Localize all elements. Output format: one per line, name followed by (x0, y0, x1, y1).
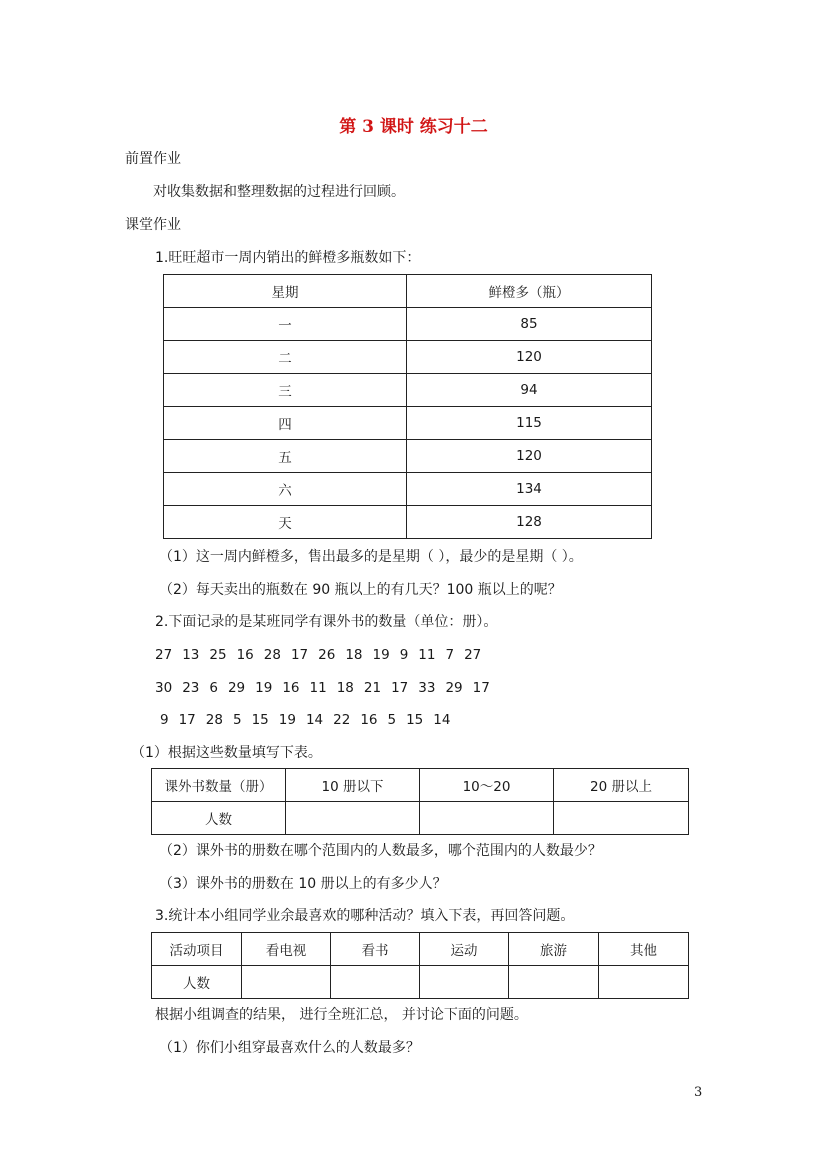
table-header-cell: 活动项目 (152, 933, 242, 966)
number-value: 9 (160, 712, 169, 728)
blank-answer-cell[interactable] (331, 966, 420, 999)
number-value: 15 (251, 712, 269, 728)
number-value: 18 (345, 647, 363, 663)
number-value: 17 (178, 712, 196, 728)
blank-answer-cell[interactable] (420, 802, 554, 835)
table-row (164, 407, 652, 440)
number-value: 16 (360, 712, 378, 728)
number-value: 19 (255, 680, 273, 696)
table-header-cell: 看电视 (242, 933, 331, 966)
table-row (164, 473, 652, 506)
number-value: 27 (464, 647, 482, 663)
page-number: 3 (694, 1085, 703, 1100)
class-homework-heading: 课堂作业 (125, 217, 181, 233)
number-value: 13 (182, 647, 200, 663)
pre-homework-heading: 前置作业 (125, 151, 181, 167)
table-cell: 天 (164, 506, 407, 539)
number-value: 15 (406, 712, 424, 728)
q3-note: 根据小组调查的结果， 进行全班汇总， 并讨论下面的问题。 (155, 1007, 528, 1023)
number-value: 21 (363, 680, 382, 696)
blank-answer-cell[interactable] (242, 966, 331, 999)
table-row (152, 966, 689, 999)
number-value: 5 (387, 712, 397, 728)
table-cell: 三 (164, 374, 407, 407)
number-value: 5 (232, 712, 242, 728)
q3-activity-table (151, 932, 689, 999)
table-header-cell: 20 册以上 (554, 769, 689, 802)
q2-sub3: （3）课外书的册数在 10 册以上的有多少人？ (159, 876, 447, 892)
table-cell: 120 (407, 440, 652, 473)
blank-answer-cell[interactable] (420, 966, 509, 999)
number-value: 14 (305, 712, 324, 728)
table-header-cell: 运动 (420, 933, 509, 966)
q1-sub1: （1）这一周内鲜橙多，售出最多的是星期（ ），最少的是星期（ ）。 (159, 549, 583, 565)
table-cell: 115 (407, 407, 652, 440)
number-value: 27 (155, 647, 173, 663)
table-header-cell: 星期 (164, 275, 407, 308)
q1-sub2: （2）每天卖出的瓶数在 90 瓶以上的有几天？100 瓶以上的呢？ (159, 582, 562, 598)
table-row-label: 人数 (152, 966, 242, 999)
table-row (164, 506, 652, 539)
q3-stem: 3.统计本小组同学业余最喜欢的哪种活动？填入下表，再回答问题。 (155, 908, 575, 924)
number-value: 9 (399, 647, 409, 663)
table-cell: 134 (407, 473, 652, 506)
number-value: 14 (433, 712, 451, 728)
table-header-row (152, 933, 689, 966)
table-cell: 四 (164, 407, 407, 440)
table-header-cell: 10 册以下 (286, 769, 420, 802)
number-value: 16 (236, 647, 254, 663)
table-header-cell: 其他 (599, 933, 689, 966)
number-value: 26 (318, 647, 336, 663)
number-value: 25 (209, 647, 227, 663)
table-row (164, 374, 652, 407)
number-value: 19 (278, 712, 296, 728)
q2-sub2: （2）课外书的册数在哪个范围内的人数最多，哪个范围内的人数最少？ (159, 843, 602, 859)
number-value: 17 (472, 680, 490, 696)
table-cell: 94 (407, 374, 652, 407)
number-value: 18 (336, 680, 354, 696)
number-value: 11 (309, 680, 327, 696)
number-value: 30 (155, 680, 173, 696)
q1-sales-table (163, 274, 652, 539)
table-header-row (152, 769, 689, 802)
table-cell: 85 (407, 308, 652, 341)
table-row (152, 802, 689, 835)
table-header-row (164, 275, 652, 308)
table-cell: 120 (407, 341, 652, 374)
table-cell: 六 (164, 473, 407, 506)
number-value: 29 (227, 680, 246, 696)
number-value: 33 (418, 680, 436, 696)
number-value: 17 (290, 647, 309, 663)
number-value: 16 (282, 680, 300, 696)
table-header-cell: 课外书数量（册） (152, 769, 286, 802)
number-value: 29 (445, 680, 463, 696)
q2-number-row-3 (160, 711, 460, 729)
number-value: 23 (182, 680, 200, 696)
number-value: 11 (418, 647, 436, 663)
table-cell: 128 (407, 506, 652, 539)
table-header-cell: 旅游 (509, 933, 599, 966)
number-value: 22 (333, 712, 351, 728)
page-title: 第 3 课时 练习十二 (339, 117, 488, 137)
q3-sub1: （1）你们小组穿最喜欢什么的人数最多？ (159, 1040, 420, 1056)
table-cell: 五 (164, 440, 407, 473)
q1-stem: 1.旺旺超市一周内销出的鲜橙多瓶数如下： (155, 250, 421, 266)
blank-answer-cell[interactable] (554, 802, 689, 835)
q2-books-table (151, 768, 689, 835)
table-header-cell: 鲜橙多（瓶） (407, 275, 652, 308)
table-cell: 二 (164, 341, 407, 374)
table-header-cell: 看书 (331, 933, 420, 966)
blank-answer-cell[interactable] (599, 966, 689, 999)
number-value: 28 (263, 647, 281, 663)
table-row (164, 341, 652, 374)
number-value: 17 (391, 680, 409, 696)
q2-stem: 2.下面记录的是某班同学有课外书的数量（单位：册）。 (155, 614, 498, 630)
blank-answer-cell[interactable] (286, 802, 420, 835)
table-row (164, 308, 652, 341)
q2-sub1: （1）根据这些数量填写下表。 (131, 745, 322, 761)
table-cell: 一 (164, 308, 407, 341)
number-value: 28 (205, 712, 223, 728)
blank-answer-cell[interactable] (509, 966, 599, 999)
number-value: 6 (209, 680, 218, 696)
q2-number-row-1 (155, 646, 491, 664)
table-header-cell: 10～20 (420, 769, 554, 802)
table-row-label: 人数 (152, 802, 286, 835)
table-row (164, 440, 652, 473)
pre-homework-text: 对收集数据和整理数据的过程进行回顾。 (153, 184, 405, 200)
number-value: 7 (445, 647, 455, 663)
number-value: 19 (372, 647, 390, 663)
q2-number-row-2 (155, 679, 500, 697)
